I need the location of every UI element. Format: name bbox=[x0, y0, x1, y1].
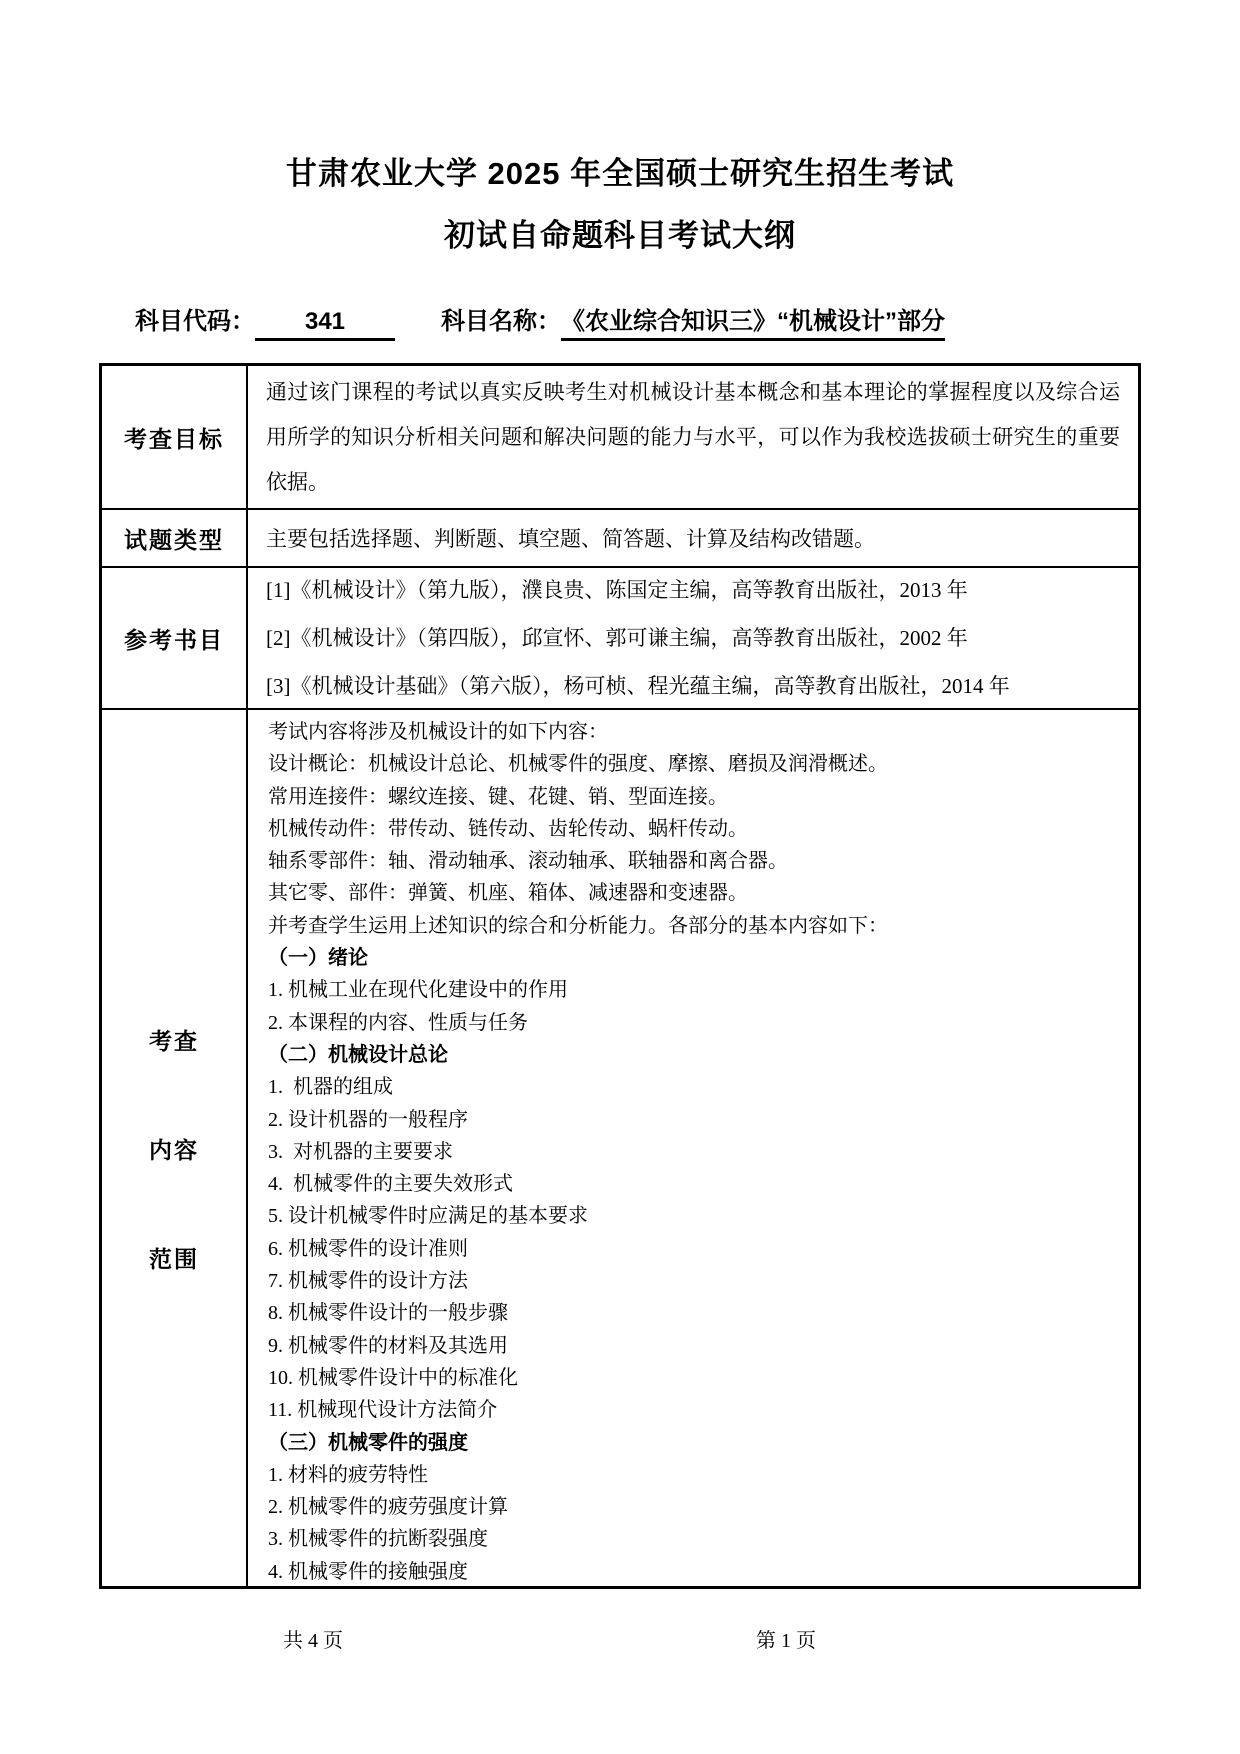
scope-line: 6. 机械零件的设计准则 bbox=[268, 1237, 468, 1260]
scope-line: 11. 机械现代设计方法简介 bbox=[268, 1399, 498, 1422]
exam-scope-label-line1: 考查 bbox=[149, 1027, 199, 1054]
question-types-content: 主要包括选择题、判断题、填空题、简答题、计算及结构改错题。 bbox=[266, 527, 875, 551]
table-row-references bbox=[102, 566, 1138, 708]
footer-current-page: 第 1 页 bbox=[756, 1630, 816, 1652]
exam-scope-label-line2: 内容 bbox=[149, 1136, 199, 1163]
scope-line: 3. 对机器的主要要求 bbox=[268, 1140, 453, 1163]
exam-objective-content: 通过该门课程的考试以真实反映考生对机械设计基本概念和基本理论的掌握程度以及综合运用所学的知识分析相关问题和解决问题的能力与水平，可以作为我校选拔硕士研究生的重要依据。 bbox=[266, 380, 1120, 494]
scope-line: （一）绪论 bbox=[268, 947, 368, 970]
scope-line: 5. 设计机械零件时应满足的基本要求 bbox=[268, 1205, 588, 1228]
exam-scope-content bbox=[248, 710, 1138, 1586]
document-title-line1: 甘肃农业大学 2025 年全国硕士研究生招生考试 bbox=[285, 156, 955, 191]
scope-line: 3. 机械零件的抗断裂强度 bbox=[268, 1528, 488, 1551]
table-row-exam-objective bbox=[102, 366, 1138, 508]
scope-line: 考试内容将涉及机械设计的如下内容： bbox=[268, 721, 608, 743]
references-label: 参考书目 bbox=[102, 568, 248, 708]
scope-line: 10. 机械零件设计中的标准化 bbox=[268, 1366, 518, 1389]
footer-total-pages: 共 4 页 bbox=[283, 1630, 343, 1652]
scope-line: 常用连接件：螺纹连接、键、花键、销、型面连接。 bbox=[268, 785, 728, 808]
scope-line: 2. 机械零件的疲劳强度计算 bbox=[268, 1496, 508, 1519]
scope-line: 9. 机械零件的材料及其选用 bbox=[268, 1334, 508, 1357]
scope-line: 4. 机械零件的主要失效形式 bbox=[268, 1173, 513, 1196]
question-types-label: 试题类型 bbox=[102, 510, 248, 566]
scope-line: 2. 设计机器的一般程序 bbox=[268, 1108, 468, 1131]
exam-scope-label bbox=[102, 710, 248, 1586]
subject-name-label: 科目名称： bbox=[441, 308, 561, 335]
scope-line: （二）机械设计总论 bbox=[268, 1043, 448, 1066]
reference-item: [1]《机械设计》（第九版），濮良贵、陈国定主编，高等教育出版社，2013 年 bbox=[266, 578, 968, 602]
scope-line: 并考查学生运用上述知识的综合和分析能力。各部分的基本内容如下： bbox=[268, 914, 888, 937]
scope-line: 轴系零部件：轴、滑动轴承、滚动轴承、联轴器和离合器。 bbox=[268, 850, 788, 873]
subject-code-label: 科目代码： bbox=[135, 308, 255, 335]
scope-line: （三）机械零件的强度 bbox=[268, 1431, 468, 1454]
scope-line: 7. 机械零件的设计方法 bbox=[268, 1270, 468, 1293]
reference-item: [2]《机械设计》（第四版），邱宣怀、郭可谦主编，高等教育出版社，2002 年 bbox=[266, 626, 968, 650]
exam-objective-label: 考查目标 bbox=[102, 366, 248, 508]
scope-line: 1. 机器的组成 bbox=[268, 1076, 393, 1099]
document-title-line2: 初试自命题科目考试大纲 bbox=[444, 218, 796, 253]
reference-item: [3]《机械设计基础》（第六版），杨可桢、程光蕴主编，高等教育出版社，2014 年 bbox=[266, 674, 1010, 698]
subject-code-value: 341 bbox=[255, 308, 395, 341]
scope-line: 1. 机械工业在现代化建设中的作用 bbox=[268, 979, 568, 1002]
scope-line: 设计概论：机械设计总论、机械零件的强度、摩擦、磨损及润滑概述。 bbox=[268, 753, 888, 776]
scope-line: 2. 本课程的内容、性质与任务 bbox=[268, 1011, 528, 1034]
scope-line: 1. 材料的疲劳特性 bbox=[268, 1463, 428, 1486]
references-content bbox=[248, 568, 1138, 708]
subject-name-value: 《农业综合知识三》“机械设计”部分 bbox=[561, 301, 945, 341]
exam-scope-label-line3: 范围 bbox=[149, 1245, 199, 1272]
subject-info-line bbox=[135, 301, 945, 341]
scope-line: 4. 机械零件的接触强度 bbox=[268, 1560, 468, 1583]
scope-line: 8. 机械零件设计的一般步骤 bbox=[268, 1302, 508, 1325]
scope-line: 机械传动件：带传动、链传动、齿轮传动、蜗杆传动。 bbox=[268, 817, 748, 840]
table-row-exam-scope bbox=[102, 708, 1138, 1586]
scope-line: 其它零、部件：弹簧、机座、箱体、减速器和变速器。 bbox=[268, 882, 748, 905]
syllabus-table bbox=[99, 363, 1141, 1589]
table-row-question-types bbox=[102, 508, 1138, 566]
